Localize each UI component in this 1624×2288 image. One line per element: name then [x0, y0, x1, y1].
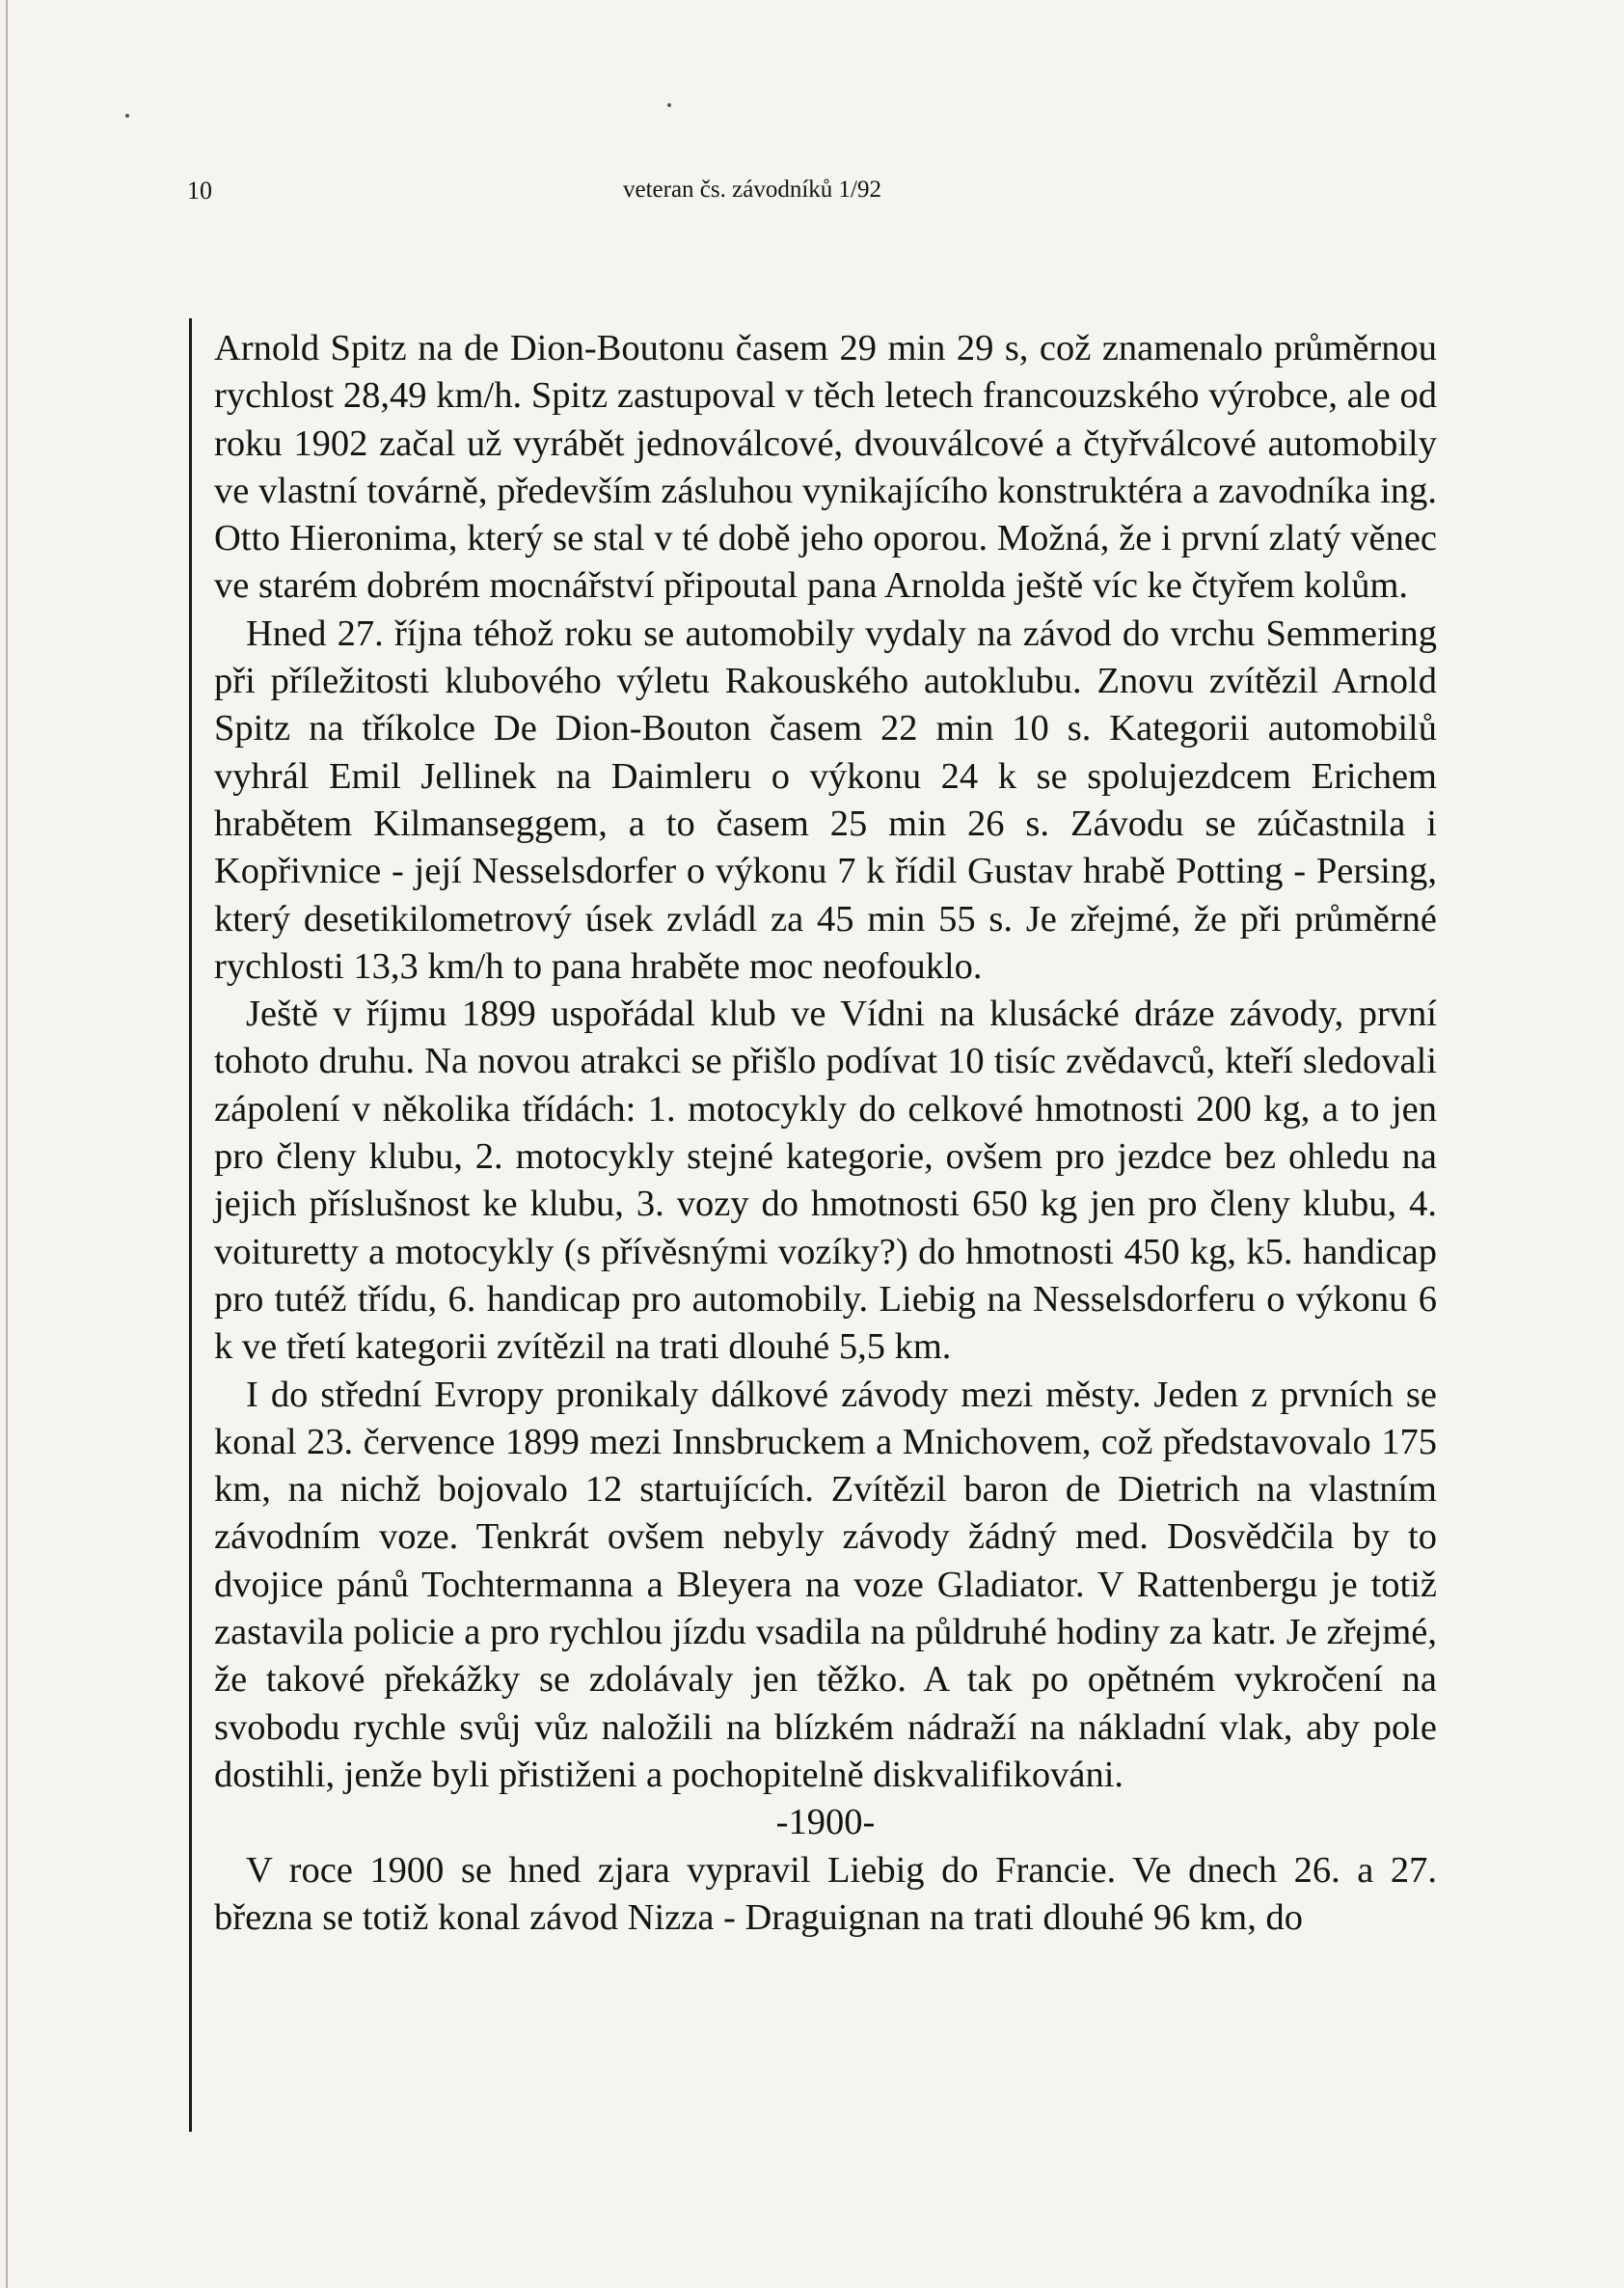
page-number: 10: [187, 177, 212, 204]
running-title: veteran čs. závodníků 1/92: [623, 177, 881, 203]
article-body: [214, 325, 1437, 1942]
speck: [667, 103, 671, 107]
paragraph: Ještě v říjmu 1899 uspořádal klub ve Vídni na klusácké dráze závody, první tohoto druhu. Na novou atrakci se přišlo podívat 10 tisíc zvědavců, kteří sledovali zápolení v několika třídách: 1. motocykly do celkové hmotnosti 200 kg, a to jen pro členy klubu, 2. motocykly stejné kategorie, ovšem pro jezdce bez ohledu na jejich příslušnost ke klubu, 3. vozy do hmotnosti 650 kg jen pro členy klubu, 4. voituretty a motocykly (s přívěsnými vozíky?) do hmotnosti 450 kg, k5. handicap pro tutéž třídu, 6. handicap pro automobily. Liebig na Nesselsdorferu o výkonu 6 k ve třetí kategorii zvítězil na trati dlouhé 5,5 km.: [214, 994, 1437, 1368]
paragraph: Hned 27. října téhož roku se automobily vydaly na závod do vrchu Semmering při příležitosti klubového výletu Rakouského autoklubu. Znovu zvítězil Arnold Spitz na tříkolce De Dion-Bouton časem 22 min 10 s. Kategorii automobilů vyhrál Emil Jellinek na Daimleru o výkonu 24 k se spolujezdcem Erichem hrabětem Kilmanseggem, a to časem 25 min 26 s. Závodu se zúčastnila i Kopřivnice - její Nesselsdorfer o výkonu 7 k řídil Gustav hrabě Potting - Persing, který desetikilometrový úsek zvládl za 45 min 55 s. Je zřejmé, že při průměrné rychlosti 13,3 km/h to pana hraběte moc neofouklo.: [214, 613, 1437, 987]
margin-rule: [189, 318, 192, 2132]
page-header: [187, 177, 1441, 215]
paragraph: Arnold Spitz na de Dion-Boutonu časem 29 min 29 s, což znamenalo průměrnou rychlost 28,49 km/h. Spitz zastupoval v těch letech francouzského výrobce, ale od roku 1902 začal už vyrábět jednoválcové, dvouválcové a čtyřválcové automobily ve vlastní továrně, především zásluhou vynikajícího konstruktéra a zavodníka ing. Otto Hieronima, který se stal v té době jeho oporou. Možná, že i první zlatý věnec ve starém dobrém mocnářství připoutal pana Arnolda ještě víc ke čtyřem kolům.: [214, 328, 1437, 607]
paragraph: I do střední Evropy pronikaly dálkové závody mezi městy. Jeden z prvních se konal 23. července 1899 mezi Innsbruckem a Mnichovem, což představovalo 175 km, na nichž bojovalo 12 startujících. Zvítězil baron de Dietrich na vlastním závodním voze. Tenkrát ovšem nebyly závody žádný med. Dosvědčila by to dvojice pánů Tochtermanna a Bleyera na voze Gladiator. V Rattenbergu je totiž zastavila policie a pro rychlou jízdu vsadila na půldruhé hodiny za katr. Je zřejmé, že takové překážky se zdolávaly jen těžko. A tak po opětném vykročení na svobodu rychle svůj vůz naložili na blízkém nádraží na nákladní vlak, aby pole dostihli, jenže byli přistiženi a pochopitelně diskvalifikováni.: [214, 1374, 1437, 1795]
speck: [125, 114, 129, 118]
year-heading: -1900-: [775, 1802, 876, 1843]
paragraph: V roce 1900 se hned zjara vypravil Liebig do Francie. Ve dnech 26. a 27. března se totiž konal závod Nizza - Draguignan na trati dlouhé 96 km, do: [214, 1849, 1437, 1938]
binding-edge: [6, 0, 8, 2288]
